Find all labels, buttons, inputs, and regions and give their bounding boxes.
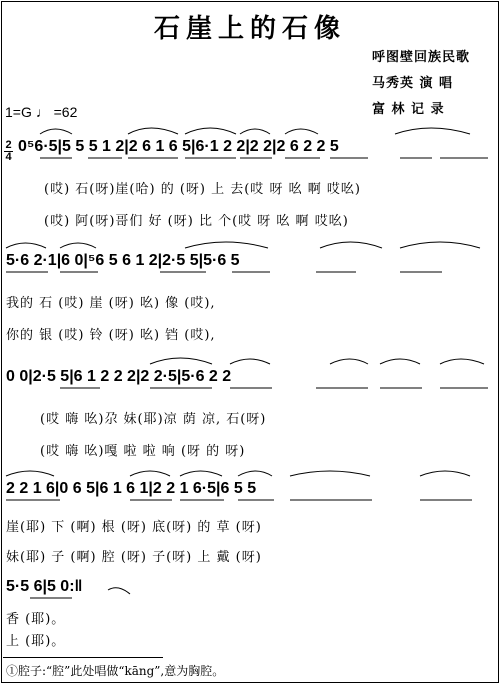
lyric-verse-1: 我的 石 (哎) 崖 (呀) 吆) 像 (哎), <box>6 296 216 311</box>
time-signature: 2 4 <box>5 139 12 163</box>
slur-mark <box>40 129 72 134</box>
lyric-verse-2: 上 (耶)。 <box>6 634 66 649</box>
lyric-verse-2: 妹(耶) 子 (啊) 腔 (呀) 子(呀) 上 戴 (呀) <box>6 550 262 565</box>
credit-singer: 马秀英 演 唱 <box>372 76 454 91</box>
slur-mark <box>240 129 270 134</box>
slur-mark <box>320 242 382 248</box>
notation-line: 0⁵6·5|5 5 5 1 2|2 6 1 6 5|6·1 2 2|2 2|2 6 2 2 5 <box>18 138 339 155</box>
slur-mark <box>380 359 420 364</box>
slur-mark <box>400 242 480 248</box>
slur-mark <box>60 243 96 248</box>
lyric-verse-2: 你的 银 (哎) 铃 (呀) 吆) 铛 (哎), <box>6 328 216 343</box>
slur-mark <box>6 471 54 476</box>
slur-mark <box>395 128 470 134</box>
lyric-verse-2: (哎 嗨 吆)嘎 啦 啦 响 (呀 的 呀) <box>40 444 246 459</box>
slur-mark <box>6 243 46 248</box>
slur-mark <box>285 129 318 134</box>
notation-line: 2 2 1 6|0 6 5|6 1 6 1|2 2 1 6·5|6 5 5 <box>6 480 257 497</box>
slur-mark <box>330 359 368 364</box>
slur-mark <box>440 359 484 364</box>
lyric-verse-1: 香 (耶)。 <box>6 612 66 627</box>
slur-mark <box>185 242 268 248</box>
key-and-tempo: 1=G ♩ =62 <box>5 104 78 120</box>
credit-origin: 呼图壁回族民歌 <box>372 50 471 65</box>
slur-mark <box>130 471 170 476</box>
tie-mark <box>108 588 130 594</box>
slur-mark <box>420 471 470 476</box>
slur-mark <box>180 471 222 476</box>
notation-line: 5·5 6|5 0:‖ <box>6 578 83 595</box>
slur-mark <box>290 471 370 476</box>
footnote: ①腔子:“腔”此处唱做“kāng”,意为胸腔。 <box>6 664 225 678</box>
lyric-verse-1: (哎 嗨 吆)尕 妹(耶)凉 荫 凉, 石(呀) <box>40 412 267 427</box>
song-title: 石崖上的石像 <box>153 14 346 44</box>
slur-mark <box>230 359 270 364</box>
slur-mark <box>185 128 236 134</box>
lyric-verse-1: (哎) 石(呀)崖(哈) 的 (呀) 上 去(哎 呀 吆 啊 哎吆) <box>44 182 361 197</box>
lyric-verse-2: (哎) 阿(呀)哥们 好 (呀) 比 个(哎 呀 吆 啊 哎吆) <box>44 214 349 229</box>
slur-mark <box>150 358 212 364</box>
notation-line: 5·6 2·1|6 0|⁵6 5 6 1 2|2·5 5|5·6 5 <box>6 252 240 269</box>
lyric-verse-1: 崖(耶) 下 (啊) 根 (呀) 底(呀) 的 草 (呀) <box>6 520 262 535</box>
credit-recorder: 富 林 记 录 <box>372 102 445 117</box>
slur-mark <box>238 471 272 476</box>
notation-line: 0 0|2·5 5|6 1 2 2 2|2 2·5|5·6 2 2 <box>6 368 232 385</box>
slur-mark <box>128 128 178 134</box>
